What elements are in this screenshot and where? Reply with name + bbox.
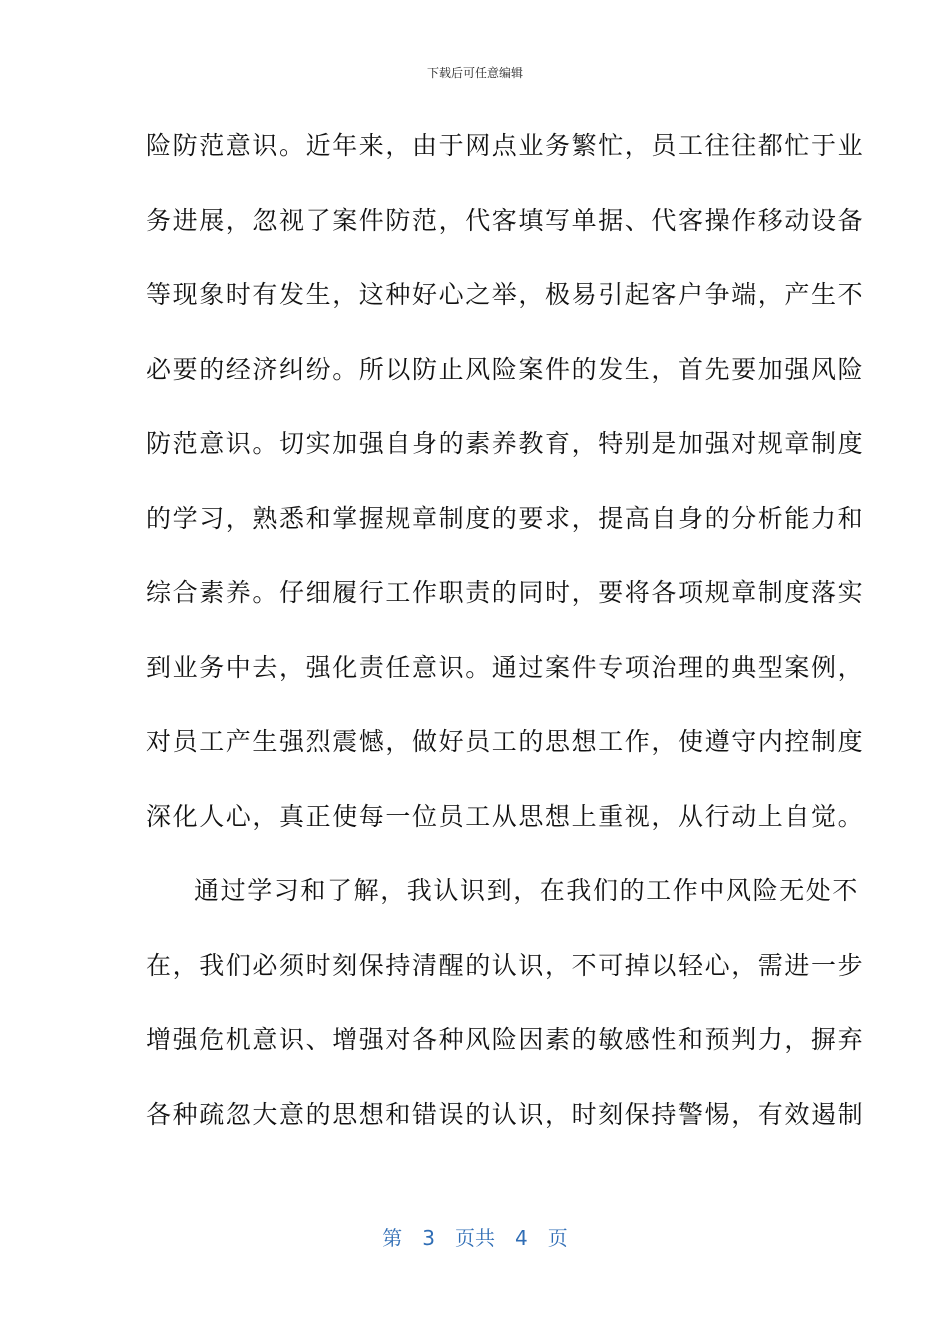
body-line: 在，我们必须时刻保持清醒的认识，不可掉以轻心，需进一步	[146, 950, 865, 980]
body-line: 对员工产生强烈震憾，做好员工的思想工作，使遵守内控制度	[146, 727, 865, 756]
footer-page-number: 3	[422, 1226, 435, 1250]
body-line: 到业务中去，强化责任意识。通过案件专项治理的典型案例，	[146, 652, 865, 682]
page-footer	[0, 1222, 950, 1254]
body-line: 增强危机意识、增强对各种风险因素的敏感性和预判力，摒弃	[146, 1025, 865, 1054]
body-line: 必要的经济纠纷。所以防止风险案件的发生，首先要加强风险	[146, 354, 865, 384]
body-line: 的学习，熟悉和掌握规章制度的要求，提高自身的分析能力和	[146, 503, 865, 533]
paragraph-start-line: 通过学习和了解，我认识到，在我们的工作中风险无处不	[194, 876, 860, 905]
body-line: 防范意识。切实加强自身的素养教育，特别是加强对规章制度	[146, 429, 865, 458]
body-line: 深化人心，真正使每一位员工从思想上重视，从行动上自觉。	[146, 801, 865, 831]
footer-suffix: 页	[547, 1226, 568, 1250]
footer-total-pages: 4	[515, 1226, 528, 1250]
body-line: 综合素养。仔细履行工作职责的同时，要将各项规章制度落实	[146, 578, 865, 607]
footer-middle: 页共	[455, 1226, 495, 1250]
body-line: 险防范意识。近年来，由于网点业务繁忙，员工往往都忙于业	[146, 131, 865, 160]
body-line: 各种疏忽大意的思想和错误的认识，时刻保持警惕，有效遏制	[146, 1099, 865, 1129]
page-header: 下载后可任意编辑	[426, 66, 523, 80]
footer-prefix: 第	[382, 1226, 403, 1250]
body-line: 等现象时有发生，这种好心之举，极易引起客户争端，产生不	[146, 280, 865, 309]
body-line: 务进展，忽视了案件防范，代客填写单据、代客操作移动设备	[146, 205, 865, 235]
body-text	[146, 124, 865, 1167]
